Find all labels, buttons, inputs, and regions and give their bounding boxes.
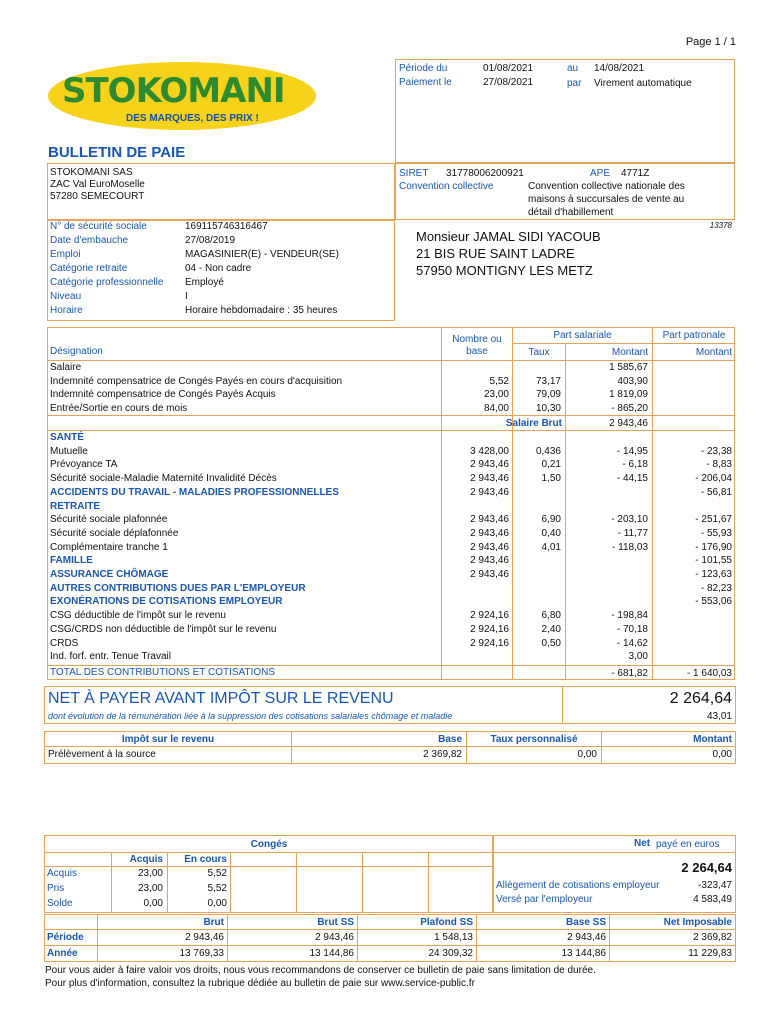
table-row-label: Complémentaire tranche 1	[50, 541, 168, 553]
table-row-patronal: - 101,55	[695, 555, 732, 567]
employee-info-value: 04 - Non cadre	[185, 263, 252, 274]
impot-row-base: 2 369,82	[423, 749, 462, 760]
table-row-base: 2 943,46	[470, 569, 509, 580]
cumuls-row-label: Année	[47, 948, 78, 959]
total-patronal: - 1 640,03	[686, 668, 732, 679]
employer-address1: ZAC Val EuroMoselle	[50, 179, 145, 190]
table-row-label: Indemnité compensatrice de Congés Payés Acquis	[50, 389, 276, 400]
table-row-base: 2 943,46	[470, 486, 509, 498]
table-row-base: 2 924,16	[470, 610, 509, 622]
conges-row-acquis: 0,00	[143, 898, 163, 909]
cumuls-cell: 13 144,86	[561, 948, 606, 959]
table-row-patronal: - 251,67	[695, 514, 732, 526]
col-montant: Montant	[611, 347, 648, 358]
par-label: par	[567, 78, 582, 89]
table-row-base: 2 943,46	[470, 459, 509, 471]
table-row-base: 5,52	[489, 375, 509, 387]
table-row-montant: - 198,84	[611, 610, 648, 622]
employee-info-label: Date d'embauche	[50, 235, 129, 246]
recipient-city: 57950 MONTIGNY LES METZ	[416, 263, 593, 278]
section-heading: RETRAITE	[50, 500, 100, 512]
table-row-taux: 6,80	[541, 610, 561, 622]
employer-address2: 57280 SEMECOURT	[50, 191, 145, 202]
table-row-taux: 73,17	[535, 375, 561, 387]
table-row-montant: - 14,95	[616, 445, 648, 457]
table-row-base: 23,00	[483, 389, 509, 400]
cumuls-cell: 1 548,13	[434, 932, 473, 943]
conges-row-en-cours: 0,00	[207, 898, 227, 909]
col-montant-patronal: Montant	[695, 347, 732, 358]
table-row-label: Sécurité sociale plafonnée	[50, 514, 168, 526]
conges-row-label: Pris	[47, 883, 65, 894]
employee-info-value: 169115746316467	[185, 221, 268, 232]
periode-label: Période du	[399, 63, 448, 74]
employee-info-value: I	[185, 291, 188, 302]
col-designation: Désignation	[50, 346, 103, 357]
logo-brand: STOKOMANI	[62, 71, 285, 111]
table-row-label: Sécurité sociale déplafonnée	[50, 527, 179, 539]
cumuls-cell: 2 943,46	[567, 932, 606, 943]
table-row-taux: 0,50	[541, 637, 561, 649]
section-heading: ACCIDENTS DU TRAVAIL - MALADIES PROFESSIONNELLES	[50, 486, 339, 498]
section-heading: EXONÉRATIONS DE COTISATIONS EMPLOYEUR	[50, 596, 283, 608]
paiement-date: 27/08/2021	[483, 77, 534, 88]
table-row-label: Indemnité compensatrice de Congés Payés en cours d'acquisition	[50, 375, 343, 387]
employee-info-value: 27/08/2019	[185, 235, 236, 246]
table-row-taux: 0,436	[535, 445, 561, 457]
paiement-mode: Virement automatique	[594, 78, 692, 89]
conges-row-en-cours: 5,52	[207, 868, 227, 879]
stokomani-logo	[48, 56, 320, 138]
conges-row-en-cours: 5,52	[207, 883, 227, 894]
table-row-patronal: - 206,04	[695, 473, 732, 485]
conges-row-acquis: 23,00	[137, 868, 163, 879]
net-avant-impot-label: NET À PAYER AVANT IMPÔT SUR LE REVENU	[48, 690, 394, 707]
conges-col-en-cours: En cours	[184, 854, 227, 865]
conges-row-label: Solde	[47, 898, 73, 909]
impot-row-montant: 0,00	[712, 749, 732, 760]
section-heading: AUTRES CONTRIBUTIONS DUES PAR L'EMPLOYEUR	[50, 582, 306, 594]
table-row-base: 2 943,46	[470, 555, 509, 567]
employee-info-label: Niveau	[50, 291, 82, 302]
impot-header-base: Base	[438, 734, 462, 745]
ape-label: APE	[590, 168, 611, 179]
section-heading: FAMILLE	[50, 555, 93, 567]
recipient-address: 21 BIS RUE SAINT LADRE	[416, 246, 575, 261]
cumuls-header: Plafond SS	[420, 917, 473, 928]
table-row-taux: 2,40	[541, 623, 561, 635]
employee-info-label: Catégorie retraite	[50, 263, 128, 274]
employee-info-value: Horaire hebdomadaire : 35 heures	[185, 305, 338, 316]
verse-value: 4 583,49	[693, 894, 732, 905]
impot-header-montant: Montant	[693, 734, 732, 745]
conges-row-acquis: 23,00	[137, 883, 163, 894]
table-row-patronal: - 176,90	[695, 541, 732, 553]
table-row-taux: 79,09	[535, 389, 561, 400]
logo-tagline: DES MARQUES, DES PRIX !	[126, 113, 259, 124]
table-row-base: 2 924,16	[470, 637, 509, 649]
total-salarial: - 681,82	[611, 668, 648, 679]
au-label: au	[567, 63, 579, 74]
table-row-label: Sécurité sociale-Maladie Maternité Invalidité Décès	[50, 473, 277, 485]
convention-line: Convention collective nationale des	[528, 181, 685, 192]
table-row-patronal: - 82,23	[700, 582, 732, 594]
evolution-label: dont évolution de la rémunération liée à la suppression des cotisations salariales chômage et maladie	[48, 711, 453, 721]
table-row-taux: 0,21	[541, 459, 561, 471]
ape-value: 4771Z	[621, 168, 650, 179]
table-row-base: 2 943,46	[470, 514, 509, 526]
table-row-montant: - 6,18	[622, 459, 648, 471]
ref-number: 13378	[709, 221, 732, 230]
footer-line: Pour vous aider à faire valoir vos droits, nous vous recommandons de conserver ce bulletin de paie sans limitation de durée.	[45, 965, 596, 976]
table-row-montant: - 865,20	[611, 402, 648, 414]
table-row-taux: 0,40	[541, 527, 561, 539]
table-row-montant: - 14,62	[616, 637, 648, 649]
table-row-patronal: - 55,93	[700, 527, 732, 539]
table-row-montant: - 118,03	[612, 541, 648, 553]
table-row-label: CSG/CRDS non déductible de l'impôt sur le revenu	[50, 623, 277, 635]
page-label: Page 1 / 1	[685, 36, 736, 48]
cumuls-row-label: Période	[47, 932, 84, 943]
convention-line: détail d'habillement	[528, 207, 614, 218]
net-avant-impot-value: 2 264,64	[669, 690, 732, 707]
table-row-label: CSG déductible de l'impôt sur le revenu	[50, 610, 226, 622]
convention-label: Convention collective	[399, 181, 494, 192]
cumuls-cell: 24 309,32	[428, 948, 473, 959]
employee-info-label: N° de sécurité sociale	[50, 221, 147, 232]
table-row-patronal: - 123,63	[695, 569, 732, 580]
employee-info-label: Horaire	[50, 305, 83, 316]
table-row-label: CRDS	[50, 637, 79, 649]
allegement-label: Allègement de cotisations employeur	[496, 880, 660, 891]
table-row-base: 3 428,00	[470, 445, 509, 457]
periode-to: 14/08/2021	[594, 63, 645, 74]
table-row-label: Salaire	[50, 362, 82, 373]
cumuls-header: Net Imposable	[663, 917, 732, 928]
cumuls-cell: 2 369,82	[693, 932, 732, 943]
cumuls-header: Brut	[203, 917, 224, 928]
table-row-base: 2 924,16	[470, 623, 509, 635]
periode-from: 01/08/2021	[483, 63, 534, 74]
table-row-label: Entrée/Sortie en cours de mois	[50, 402, 188, 414]
siret-label: SIRET	[399, 168, 429, 179]
paiement-label: Paiement le	[399, 77, 452, 88]
conges-title: Congés	[250, 839, 288, 850]
siret-value: 31778006200921	[446, 168, 524, 179]
impot-header-label: Impôt sur le revenu	[121, 734, 215, 745]
cumuls-header: Base SS	[565, 917, 606, 928]
section-heading: SANTÉ	[50, 432, 84, 443]
employee-info-value: MAGASINIER(E) - VENDEUR(SE)	[185, 249, 339, 260]
table-row-montant: 3,00	[628, 651, 648, 663]
table-row-montant: 403,90	[617, 375, 648, 387]
convention-line: maisons à succursales de vente au	[528, 194, 685, 205]
table-row-montant: - 70,18	[616, 623, 648, 635]
total-cotisations-label: TOTAL DES CONTRIBUTIONS ET COTISATIONS	[50, 667, 276, 678]
table-row-montant: - 203,10	[611, 514, 648, 526]
table-row-label: Prévoyance TA	[50, 459, 118, 471]
net-paye-value: 2 264,64	[681, 860, 732, 875]
cumuls-cell: 11 229,83	[688, 948, 732, 959]
employer-name: STOKOMANI SAS	[50, 167, 133, 178]
table-row-montant: - 44,15	[616, 473, 648, 485]
table-row-montant: - 11,77	[617, 527, 648, 539]
col-part-salariale: Part salariale	[553, 330, 612, 341]
col-part-patronale: Part patronale	[662, 330, 726, 341]
cumuls-cell: 2 943,46	[315, 932, 354, 943]
cumuls-cell: 13 769,33	[179, 948, 224, 959]
evolution-value: 43,01	[706, 711, 732, 722]
net-paye-label-euros: payé en euros	[656, 839, 720, 850]
verse-label: Versé par l'employeur	[496, 894, 593, 905]
conges-col-acquis: Acquis	[129, 854, 163, 865]
table-row-patronal: - 23,38	[700, 445, 732, 457]
table-row-label: Ind. forf. entr. Tenue Travail	[50, 651, 171, 663]
impot-row-label: Prélèvement à la source	[48, 749, 156, 760]
doc-title: BULLETIN DE PAIE	[48, 144, 186, 161]
col-nombre: Nombre ou	[452, 334, 502, 345]
table-row-base: 2 943,46	[470, 527, 509, 539]
table-row-patronal: - 8,83	[706, 459, 732, 471]
table-row-taux: 1,50	[541, 473, 561, 485]
cumuls-header: Brut SS	[317, 917, 354, 928]
table-row-taux: 6,90	[541, 514, 561, 526]
salaire-brut-label: Salaire Brut	[505, 418, 562, 429]
table-row-montant: 1 585,67	[609, 362, 648, 373]
employee-info-label: Catégorie professionnelle	[50, 277, 164, 288]
cumuls-cell: 2 943,46	[185, 932, 224, 943]
impot-row-taux: 0,00	[577, 749, 597, 760]
employee-info-label: Emploi	[50, 249, 81, 260]
table-row-montant: 1 819,09	[609, 389, 648, 400]
conges-row-label: Acquis	[47, 868, 78, 879]
table-row-base: 84,00	[483, 402, 509, 414]
table-row-patronal: - 553,06	[695, 596, 732, 608]
col-taux: Taux	[528, 347, 550, 358]
salaire-brut-value: 2 943,46	[609, 418, 648, 429]
net-paye-label-net: Net	[634, 838, 651, 849]
recipient-name: Monsieur JAMAL SIDI YACOUB	[416, 229, 601, 244]
table-row-base: 2 943,46	[470, 541, 509, 553]
col-base: base	[466, 346, 488, 357]
allegement-value: -323,47	[698, 880, 732, 891]
table-row-taux: 4,01	[541, 541, 561, 553]
table-row-base: 2 943,46	[470, 473, 509, 485]
table-row-patronal: - 56,81	[700, 486, 732, 498]
employee-info-value: Employé	[185, 277, 224, 288]
cumuls-cell: 13 144,86	[309, 948, 354, 959]
table-row-label: Mutuelle	[50, 445, 88, 457]
impot-header-taux: Taux personnalisé	[490, 734, 578, 745]
footer-line: Pour plus d'information, consultez la rubrique dédiée au bulletin de paie sur www.service-public.fr	[45, 978, 475, 989]
section-heading: ASSURANCE CHÔMAGE	[50, 569, 169, 580]
table-row-taux: 10,30	[535, 402, 561, 414]
